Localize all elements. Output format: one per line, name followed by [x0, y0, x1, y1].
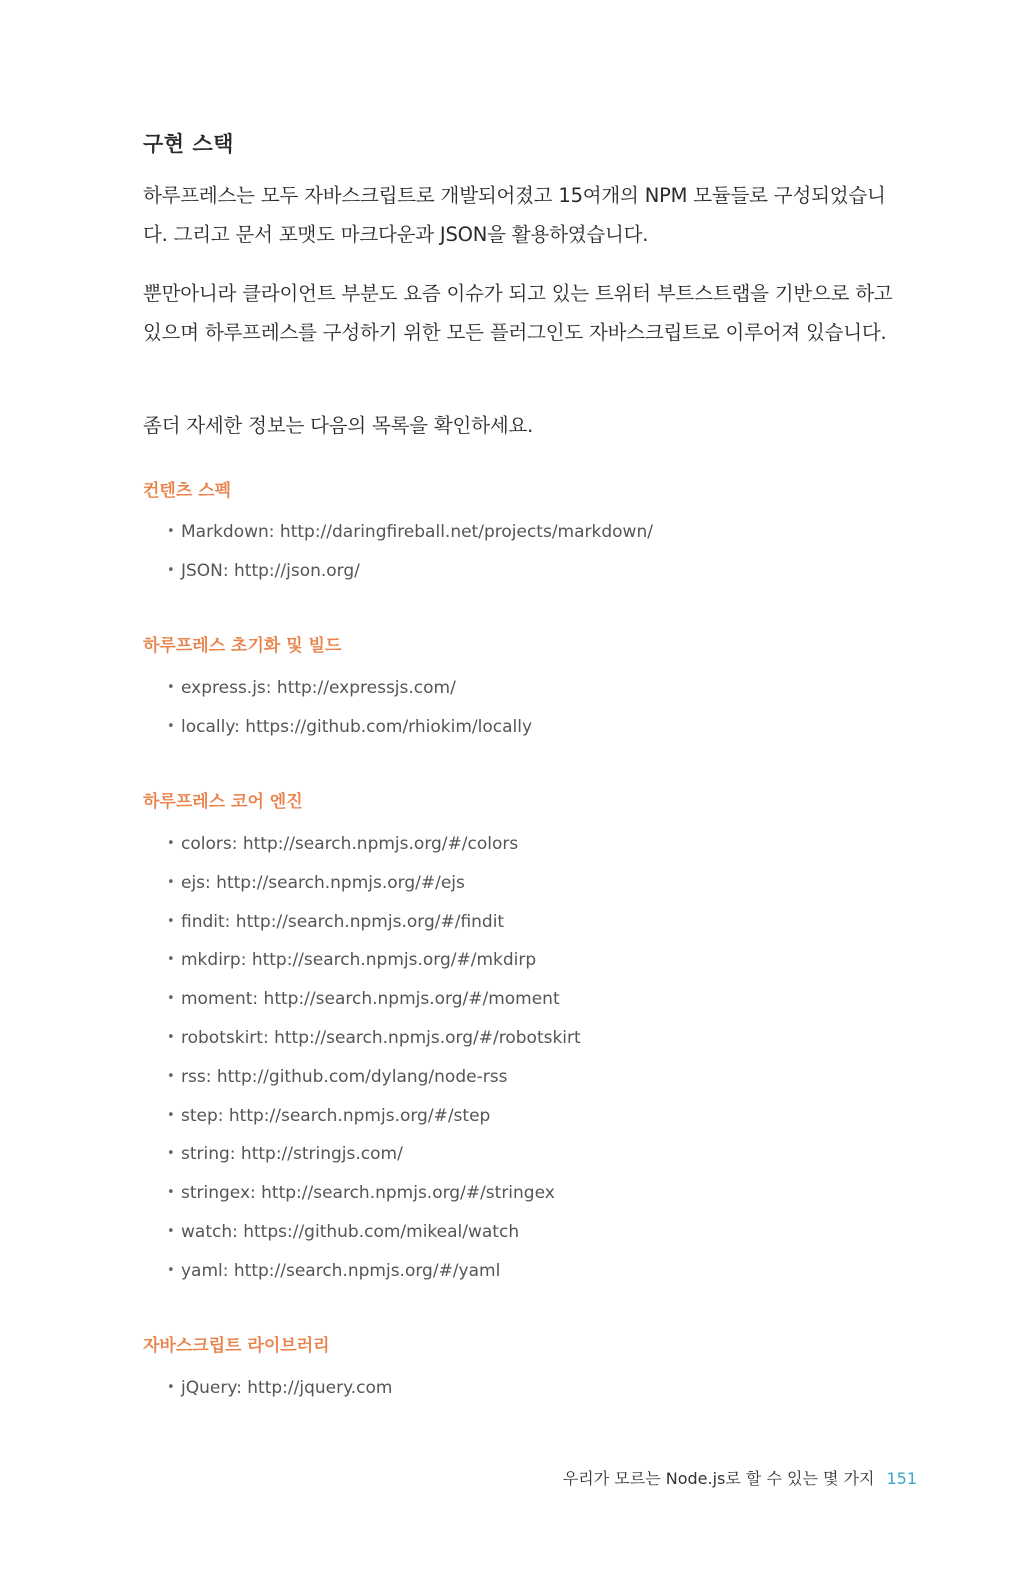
list-item — [167, 1058, 581, 1097]
list-item-text: mkdirp: http://search.npmjs.org/#/mkdirp — [181, 950, 537, 971]
bullet-icon: • — [167, 913, 175, 929]
list-item-text: string: http://stringjs.com/ — [181, 1144, 403, 1165]
bullet-icon: • — [167, 952, 175, 968]
list-item — [167, 1252, 581, 1291]
list-item — [167, 1369, 392, 1408]
bullet-icon: • — [167, 680, 175, 695]
list-item — [167, 825, 581, 864]
list-item-text: JSON: http://json.org/ — [181, 560, 360, 581]
bullet-icon: • — [167, 836, 175, 851]
bullet-icon: • — [167, 1029, 175, 1045]
list-item — [167, 1174, 581, 1213]
subsection-title-init-build: 하루프레스 초기화 및 빌드 — [143, 636, 342, 656]
subsection-title-content-spec: 컨텐츠 스펙 — [143, 481, 232, 501]
list-item-text: robotskirt: http://search.npmjs.org/#/robotskirt — [181, 1027, 581, 1048]
list-item — [167, 1135, 581, 1174]
list-item — [167, 1213, 581, 1252]
bullet-icon: • — [167, 1068, 175, 1084]
bullet-icon: • — [167, 1262, 175, 1278]
list-item-text: watch: https://github.com/mikeal/watch — [181, 1221, 520, 1242]
section-heading: 구현 스택 — [143, 132, 234, 156]
bullet-icon: • — [167, 1146, 175, 1162]
list-item-text: rss: http://github.com/dylang/node-rss — [181, 1066, 508, 1087]
bullet-icon: • — [167, 1185, 175, 1201]
subsection-title-js-library: 자바스크립트 라이브러리 — [143, 1336, 330, 1356]
list-item — [167, 864, 581, 903]
bullet-icon: • — [167, 1107, 175, 1123]
list-item-text: express.js: http://expressjs.com/ — [181, 678, 456, 698]
list-item — [167, 980, 581, 1019]
paragraph-1: 하루프레스는 모두 자바스크립트로 개발되어졌고 15여개의 NPM 모듈들로 구성되었습니다. 그리고 문서 포맷도 마크다운과 JSON을 활용하였습니다. — [143, 184, 886, 246]
list-item-text: Markdown: http://daringfireball.net/projects/markdown/ — [181, 522, 653, 542]
page-number: 151 — [886, 1469, 917, 1488]
subsection-title-core-engine: 하루프레스 코어 엔진 — [143, 792, 303, 812]
list-item — [167, 552, 653, 591]
list-item-text: step: http://search.npmjs.org/#/step — [181, 1105, 491, 1126]
list-item — [167, 669, 532, 708]
list-item — [167, 708, 532, 747]
list-item-text: moment: http://search.npmjs.org/#/moment — [181, 989, 560, 1010]
list-item — [167, 1097, 581, 1136]
list-init-build — [167, 669, 532, 747]
list-item — [167, 903, 581, 942]
list-item-text: locally: https://github.com/rhiokim/locally — [181, 716, 533, 737]
list-item — [167, 941, 581, 980]
paragraph-3: 좀더 자세한 정보는 다음의 목록을 확인하세요. — [143, 414, 534, 437]
list-item-text: stringex: http://search.npmjs.org/#/stringex — [181, 1183, 555, 1204]
list-item-text: yaml: http://search.npmjs.org/#/yaml — [181, 1260, 501, 1281]
list-item — [167, 513, 653, 552]
list-content-spec — [167, 513, 653, 591]
bullet-icon: • — [167, 718, 175, 734]
bullet-icon: • — [167, 1223, 175, 1239]
bullet-icon: • — [167, 991, 175, 1007]
list-item-text: ejs: http://search.npmjs.org/#/ejs — [181, 872, 465, 893]
list-item — [167, 1019, 581, 1058]
paragraph-2: 뿐만아니라 클라이언트 부분도 요즘 이슈가 되고 있는 트위터 부트스트랩을 기반으로 하고 있으며 하루프레스를 구성하기 위한 모든 플러그인도 자바스크립트로 이루어져 있습니다. — [143, 282, 893, 344]
list-item-text: jQuery: http://jquery.com — [181, 1378, 393, 1398]
page-footer — [563, 1466, 917, 1489]
list-item-text: findit: http://search.npmjs.org/#/findit — [181, 911, 505, 932]
footer-book-title: 우리가 모르는 Node.js로 할 수 있는 몇 가지 — [562, 1469, 875, 1488]
list-item-text: colors: http://search.npmjs.org/#/colors — [181, 834, 519, 854]
list-js-library — [167, 1369, 392, 1408]
list-core-engine — [167, 825, 581, 1291]
bullet-icon: • — [167, 874, 175, 890]
bullet-icon: • — [167, 524, 175, 539]
bullet-icon: • — [167, 1380, 175, 1395]
bullet-icon: • — [167, 562, 175, 578]
